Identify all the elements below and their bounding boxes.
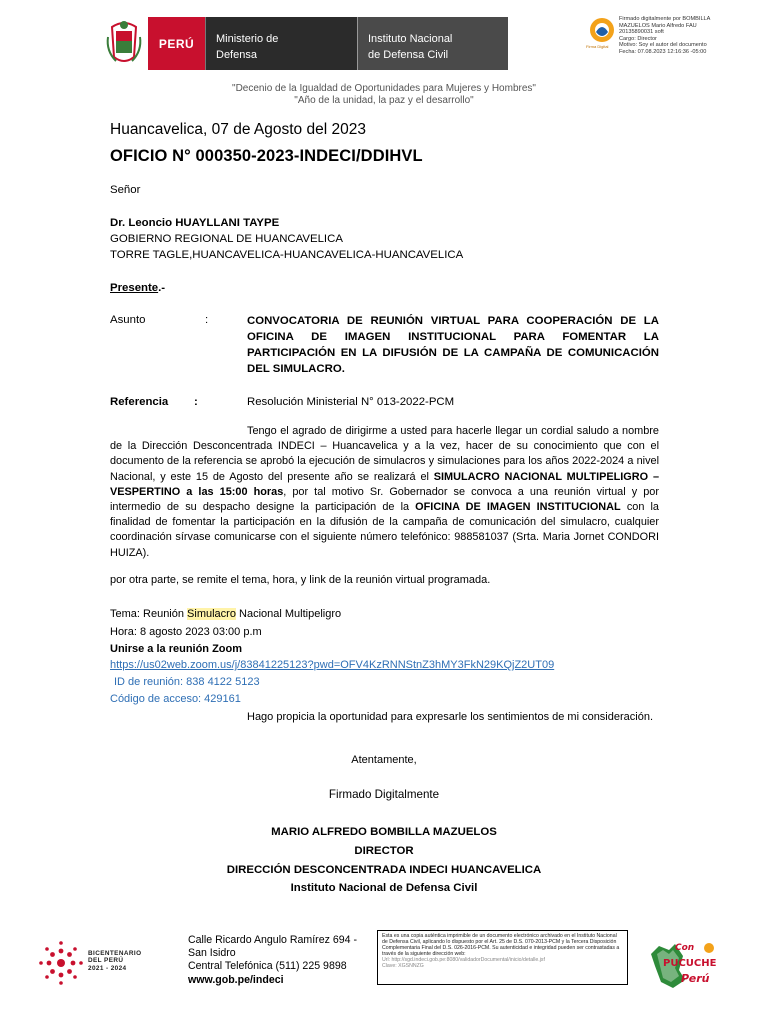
zoom-meeting-link[interactable]: https://us02web.zoom.us/j/83841225123?pwd=OFV4KzRNNStnZ3hMY3FkN29KQjZ2UT09 xyxy=(110,659,555,671)
place-and-date: Huancavelica, 07 de Agosto del 2023 xyxy=(110,121,366,138)
bicent-line: 2021 - 2024 xyxy=(88,964,127,972)
referencia-text: Resolución Ministerial N° 013-2022-PCM xyxy=(247,396,455,408)
oficio-number: OFICIO N° 000350-2023-INDECI/DDIHVL xyxy=(110,147,423,165)
recipient-organization: GOBIERNO REGIONAL DE HUANCAVELICA xyxy=(110,233,343,245)
institute-line-2: de Defensa Civil xyxy=(368,49,449,61)
signature-line: Firmado digitalmente por BOMBILLA xyxy=(619,16,711,22)
body-bold-office: OFICINA DE IMAGEN INSTITUCIONAL xyxy=(415,501,621,514)
firmado-digitalmente: Firmado Digitalmente xyxy=(328,788,440,801)
zoom-join-label: Unirse a la reunión Zoom xyxy=(110,643,243,655)
signature-line: Motivo: Soy el autor del documento xyxy=(619,42,707,49)
institution-address xyxy=(188,934,357,987)
topic-suffix: Nacional Multipeligro xyxy=(235,608,342,620)
signature-logo-caption: Firma Digital xyxy=(586,44,609,49)
notice-url: Url: http://sgd.indeci.gob.pe:8080/validadorDocumental/inicio/detalle.jsf xyxy=(382,957,545,963)
pucuche-peru: Perú xyxy=(681,972,710,985)
body-text-1: Tengo el agrado de dirigirme a usted para hacerle llegar un cordial saludo a nombre de la Dirección Desconcentrada INDECI – Huancavelica y a la vez, hacer de su conocimiento que con el documento de la referencia se aprobó la ejecución de simulacros y simulaciones para los años 2022-2024 a nivel Nacional, y este 15 de Agosto del presente año se realizará el xyxy=(110,425,659,483)
presente-suffix: .- xyxy=(158,282,166,294)
ministry-line-2: Defensa xyxy=(216,49,257,61)
institute-line-1: Instituto Nacional xyxy=(368,33,453,45)
recipient-name: Dr. Leoncio HUAYLLANI TAYPE xyxy=(110,217,280,229)
notice-text: Esta es una copia auténtica imprimible de un documento electrónico archivado en el Instituto Nacional de Defensa Civil, aplicando lo dispuesto por el Art. 25 de D.S. 070-2013-PCM y la Tercera Disposición Complementaria Final del D.S. 026-2016-PCM. Su autenticidad e integridad pueden ser contrastadas a través de la siguiente dirección web: xyxy=(382,933,620,957)
access-code xyxy=(110,692,241,707)
signer-office: DIRECCIÓN DESCONCENTRADA INDECI HUANCAVELICA xyxy=(226,864,542,876)
body-text-3: con la finalidad de fomentar la participación en la difusión de la campaña de comunicación del simulacro, cualquier coordinación sírvase comunicarse con el siguiente número telefónico: 988581037 (Srta. Maria Jornet CONDORI HUIZA). xyxy=(110,501,659,559)
otra-parte-line: por otra parte, se remite el tema, hora, y link de la reunión virtual programada. xyxy=(110,574,491,586)
digital-signature-icon xyxy=(588,16,616,46)
body-text-2: , por tal motivo Sr. Gobernador se convoca a una reunión virtual y por intermedio de su despacho designe la participación de la xyxy=(110,485,659,514)
signature-line: 20135890031 soft xyxy=(619,29,664,36)
digital-signature-stamp xyxy=(619,16,739,56)
presente-line xyxy=(110,281,165,296)
closing-text: Hago propicia la oportunidad para expresarle los sentimientos de mi consideración. xyxy=(247,711,654,723)
meeting-id xyxy=(114,675,260,690)
referencia-colon: : xyxy=(194,396,198,408)
atentamente: Atentamente, xyxy=(351,754,417,766)
referencia-label: Referencia xyxy=(110,396,169,408)
peru-brand-block xyxy=(148,17,205,70)
signer-name: MARIO ALFREDO BOMBILLA MAZUELOS xyxy=(271,826,497,838)
motto-year: "Año de la unidad, la paz y el desarrollo" xyxy=(294,95,474,106)
website-line: www.gob.pe/indeci xyxy=(188,973,284,986)
bicentenario-logo-icon xyxy=(38,940,84,986)
institute-block xyxy=(357,17,508,70)
ministry-line-1: Ministerio de xyxy=(216,33,279,45)
asunto-label: Asunto xyxy=(110,314,146,326)
salutation: Señor xyxy=(110,184,141,196)
pucuche-name: PUCUCHE xyxy=(663,958,717,969)
signer-title: DIRECTOR xyxy=(354,845,414,857)
peru-label: PERÚ xyxy=(158,36,195,51)
notice-key: Clave: XGSNNZG xyxy=(382,963,424,969)
presente-word: Presente xyxy=(110,282,159,294)
peru-coat-of-arms-icon xyxy=(104,17,144,67)
meeting-topic xyxy=(110,607,341,622)
body-bold-simulacro: SIMULACRO NACIONAL MULTIPELIGRO – VESPERTINO a las 15:00 horas xyxy=(110,470,660,498)
bicent-line: DEL PERÚ xyxy=(88,957,124,965)
ministry-block xyxy=(205,17,357,70)
closing-paragraph xyxy=(110,709,659,725)
address-line: San Isidro xyxy=(188,947,236,960)
signature-line: Cargo: Director xyxy=(619,35,657,42)
body-paragraph xyxy=(110,424,659,561)
meeting-time: Hora: 8 agosto 2023 03:00 p.m xyxy=(110,626,262,638)
signer-institute: Instituto Nacional de Defensa Civil xyxy=(290,882,478,894)
authenticity-notice xyxy=(377,930,628,985)
recipient-address: TORRE TAGLE,HUANCAVELICA-HUANCAVELICA-HUANCAVELICA xyxy=(110,249,464,261)
access-code-label: Código de acceso: xyxy=(110,693,205,705)
asunto-text: CONVOCATORIA DE REUNIÓN VIRTUAL PARA COOPERACIÓN DE LA OFICINA DE IMAGEN INSTITUCIONAL PARA FOMENTAR LA PARTICIPACIÓN EN LA DIFUSIÓN DE LA CAMPAÑA DE COMUNICACIÓN DEL SIMULACRO. xyxy=(247,315,659,375)
bicent-line: BICENTENARIO xyxy=(88,950,142,957)
asunto-colon: : xyxy=(205,314,209,326)
address-line: Calle Ricardo Angulo Ramírez 694 - xyxy=(188,934,357,946)
con-pucuche-peru-logo-icon xyxy=(645,936,719,992)
topic-highlight: Simulacro xyxy=(187,608,236,620)
meeting-id-label: ID de reunión: xyxy=(114,676,187,688)
meeting-id-value: 838 4122 5123 xyxy=(186,676,260,688)
motto-decade: "Decenio de la Igualdad de Oportunidades para Mujeres y Hombres" xyxy=(232,83,536,94)
signature-line: Fecha: 07.08.2023 12:16:36 -05:00 xyxy=(619,48,707,55)
address-line: Central Telefónica (511) 225 9898 xyxy=(188,960,347,973)
signature-line: MAZUELOS Mario Alfredo FAU xyxy=(619,22,697,29)
pucuche-con: Con xyxy=(675,943,695,953)
bicentenario-text xyxy=(88,950,141,972)
access-code-value: 429161 xyxy=(204,693,241,705)
topic-prefix: Tema: Reunión xyxy=(110,608,188,620)
